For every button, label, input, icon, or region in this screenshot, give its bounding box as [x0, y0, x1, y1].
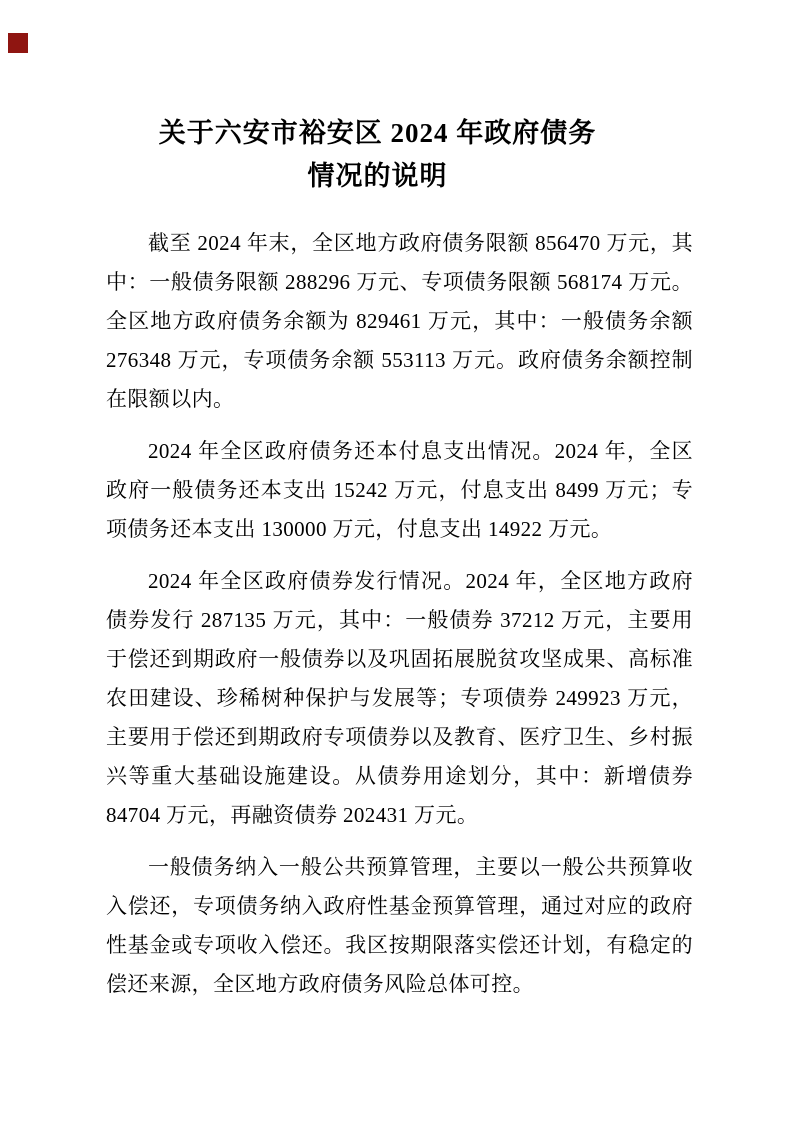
body-line: 农田建设、珍稀树种保护与发展等；专项债券 249923 万元，	[106, 686, 693, 710]
red-corner-marker	[8, 33, 28, 53]
body-line: 中：一般债务限额 288296 万元、专项债务限额 568174 万元。	[106, 270, 693, 294]
body-line: 主要用于偿还到期政府专项债券以及教育、医疗卫生、乡村振	[106, 725, 693, 749]
paragraph	[106, 848, 693, 1004]
body-line: 2024 年全区政府债券发行情况。2024 年，全区地方政府	[148, 569, 693, 593]
document-body	[106, 224, 693, 1004]
document-title	[0, 112, 774, 198]
body-line: 政府一般债务还本支出 15242 万元，付息支出 8499 万元；专	[106, 478, 693, 502]
body-line: 兴等重大基础设施建设。从债券用途划分，其中：新增债券	[106, 764, 693, 788]
paragraph	[106, 562, 693, 835]
body-line: 全区地方政府债务余额为 829461 万元，其中：一般债务余额	[106, 309, 693, 333]
body-line: 一般债务纳入一般公共预算管理，主要以一般公共预算收	[148, 855, 693, 879]
title-line-1: 关于六安市裕安区 2024 年政府债务	[158, 118, 597, 148]
title-line-2: 情况的说明	[307, 161, 448, 191]
body-line: 在限额以内。	[106, 387, 235, 411]
paragraph	[106, 432, 693, 549]
body-line: 截至 2024 年末，全区地方政府债务限额 856470 万元，其	[148, 231, 693, 255]
body-line: 偿还来源，全区地方政府债务风险总体可控。	[106, 972, 534, 996]
body-line: 于偿还到期政府一般债券以及巩固拓展脱贫攻坚成果、高标准	[106, 647, 693, 671]
body-line: 入偿还，专项债务纳入政府性基金预算管理，通过对应的政府	[106, 894, 693, 918]
body-line: 2024 年全区政府债务还本付息支出情况。2024 年，全区	[148, 439, 693, 463]
paragraph	[106, 224, 693, 419]
body-line: 性基金或专项收入偿还。我区按期限落实偿还计划，有稳定的	[106, 933, 693, 957]
body-line: 项债务还本支出 130000 万元，付息支出 14922 万元。	[106, 517, 613, 541]
body-line: 276348 万元，专项债务余额 553113 万元。政府债务余额控制	[106, 348, 693, 372]
body-line: 债券发行 287135 万元，其中：一般债券 37212 万元，主要用	[106, 608, 693, 632]
body-line: 84704 万元，再融资债券 202431 万元。	[106, 803, 479, 827]
